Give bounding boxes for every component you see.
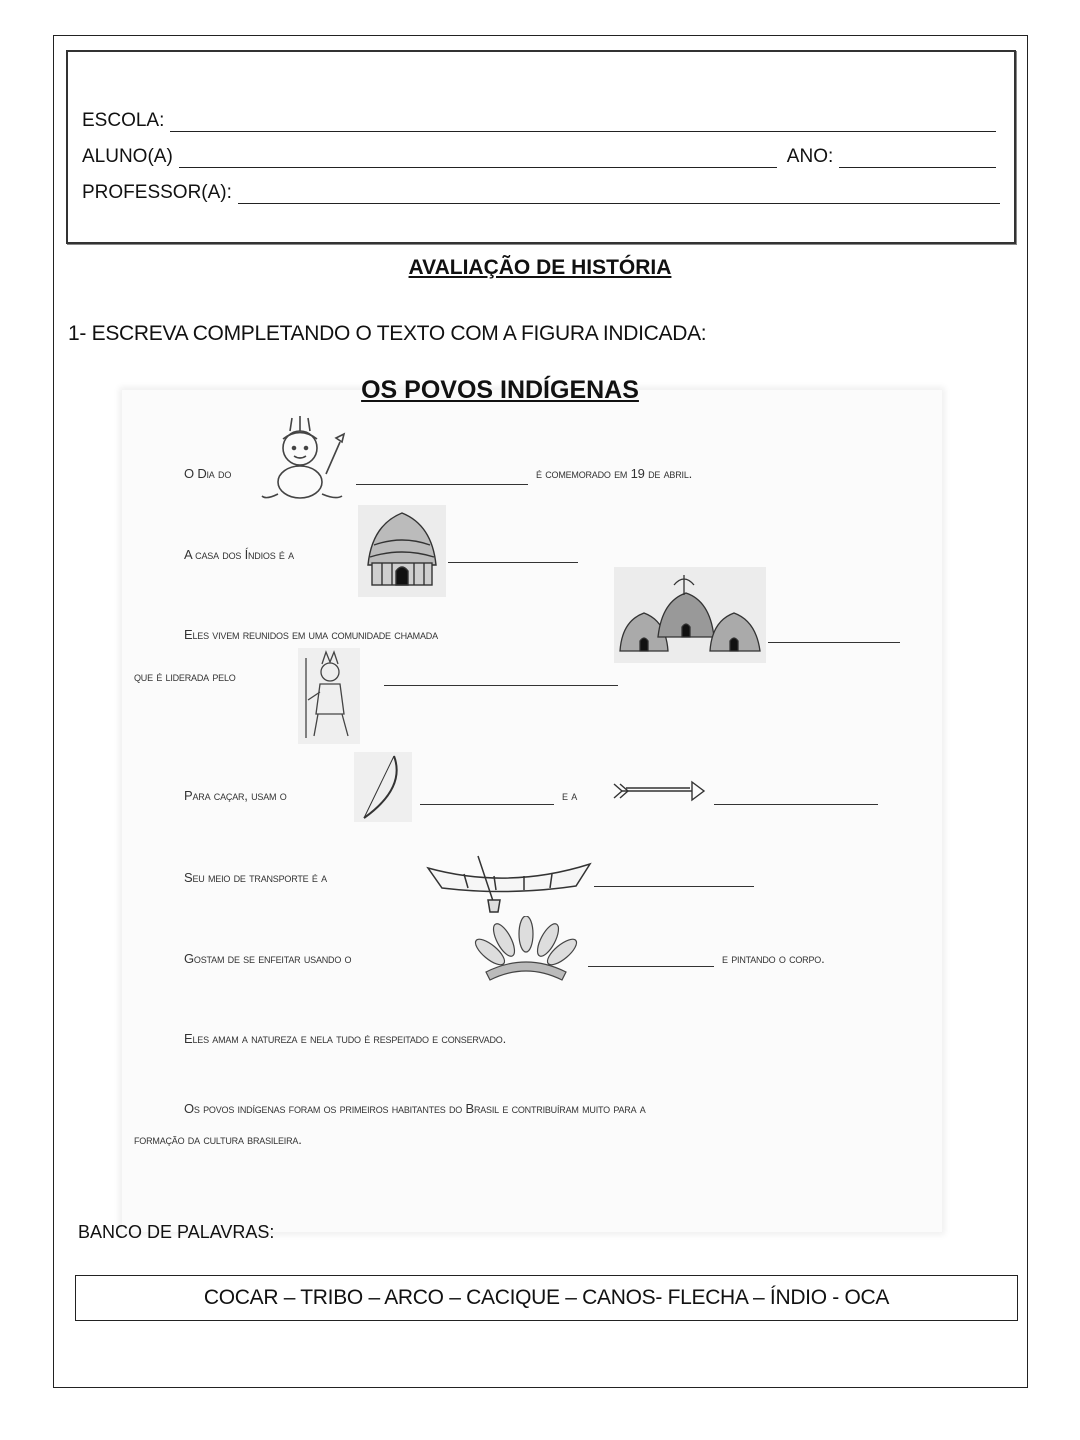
line4-start: que é liderada pelo bbox=[134, 669, 236, 684]
cocar-headdress-icon bbox=[470, 916, 582, 988]
line7-end: e pintando o corpo. bbox=[722, 951, 825, 966]
blank-indio[interactable] bbox=[356, 484, 528, 485]
question-1: 1- ESCREVA COMPLETANDO O TEXTO COM A FIGURA INDICADA: bbox=[68, 322, 707, 345]
line7-start: Gostam de se enfeitar usando o bbox=[184, 951, 352, 966]
school-blank[interactable] bbox=[170, 115, 996, 132]
blank-flecha[interactable] bbox=[714, 804, 878, 805]
year-blank[interactable] bbox=[839, 151, 996, 168]
line8-text: Eles amam a natureza e nela tudo é respeitado e conservado. bbox=[184, 1031, 506, 1046]
line5-mid: e a bbox=[562, 788, 578, 803]
oca-hut-icon bbox=[358, 505, 446, 597]
worksheet-title: OS POVOS INDÍGENAS bbox=[361, 376, 639, 404]
page-title: AVALIAÇÃO DE HISTÓRIA bbox=[408, 256, 672, 279]
blank-cocar[interactable] bbox=[588, 966, 714, 967]
line1-start: O Dia do bbox=[184, 466, 232, 481]
line5-start: Para caçar, usam o bbox=[184, 788, 287, 803]
teacher-blank[interactable] bbox=[238, 187, 1000, 204]
word-bank-label: BANCO DE PALAVRAS: bbox=[78, 1222, 275, 1242]
blank-cacique[interactable] bbox=[384, 685, 618, 686]
blank-arco[interactable] bbox=[420, 804, 554, 805]
line1-end: é comemorado em 19 de abril. bbox=[536, 466, 693, 481]
student-blank[interactable] bbox=[179, 151, 777, 168]
chief-icon bbox=[298, 648, 360, 744]
line2-start: A casa dos Índios é a bbox=[184, 547, 294, 562]
blank-tribo[interactable] bbox=[768, 642, 900, 643]
student-label: ALUNO(A) bbox=[82, 146, 173, 167]
word-bank-box: COCAR – TRIBO – ARCO – CACIQUE – CANOS- FLECHA – ÍNDIO - OCA bbox=[75, 1275, 1018, 1321]
header-box bbox=[66, 50, 1016, 244]
village-icon bbox=[614, 567, 766, 663]
blank-canoa[interactable] bbox=[594, 886, 754, 887]
teacher-line bbox=[82, 182, 1000, 204]
bow-icon bbox=[354, 752, 412, 822]
school-label: ESCOLA: bbox=[82, 110, 165, 131]
arrow-icon bbox=[612, 778, 708, 804]
year-label: ANO: bbox=[786, 146, 834, 167]
line9b-text: formação da cultura brasileira. bbox=[134, 1132, 302, 1147]
line3-start: Eles vivem reunidos em uma comunidade chamada bbox=[184, 627, 438, 642]
student-line bbox=[82, 146, 996, 168]
teacher-label: PROFESSOR(A): bbox=[82, 182, 232, 203]
line6-start: Seu meio de transporte é a bbox=[184, 870, 327, 885]
indian-child-icon bbox=[256, 412, 348, 508]
blank-oca[interactable] bbox=[448, 562, 578, 563]
line9a-text: Os povos indígenas foram os primeiros habitantes do Brasil e contribuíram muito para a bbox=[184, 1101, 646, 1116]
canoe-icon bbox=[424, 850, 592, 914]
school-line bbox=[82, 110, 996, 132]
